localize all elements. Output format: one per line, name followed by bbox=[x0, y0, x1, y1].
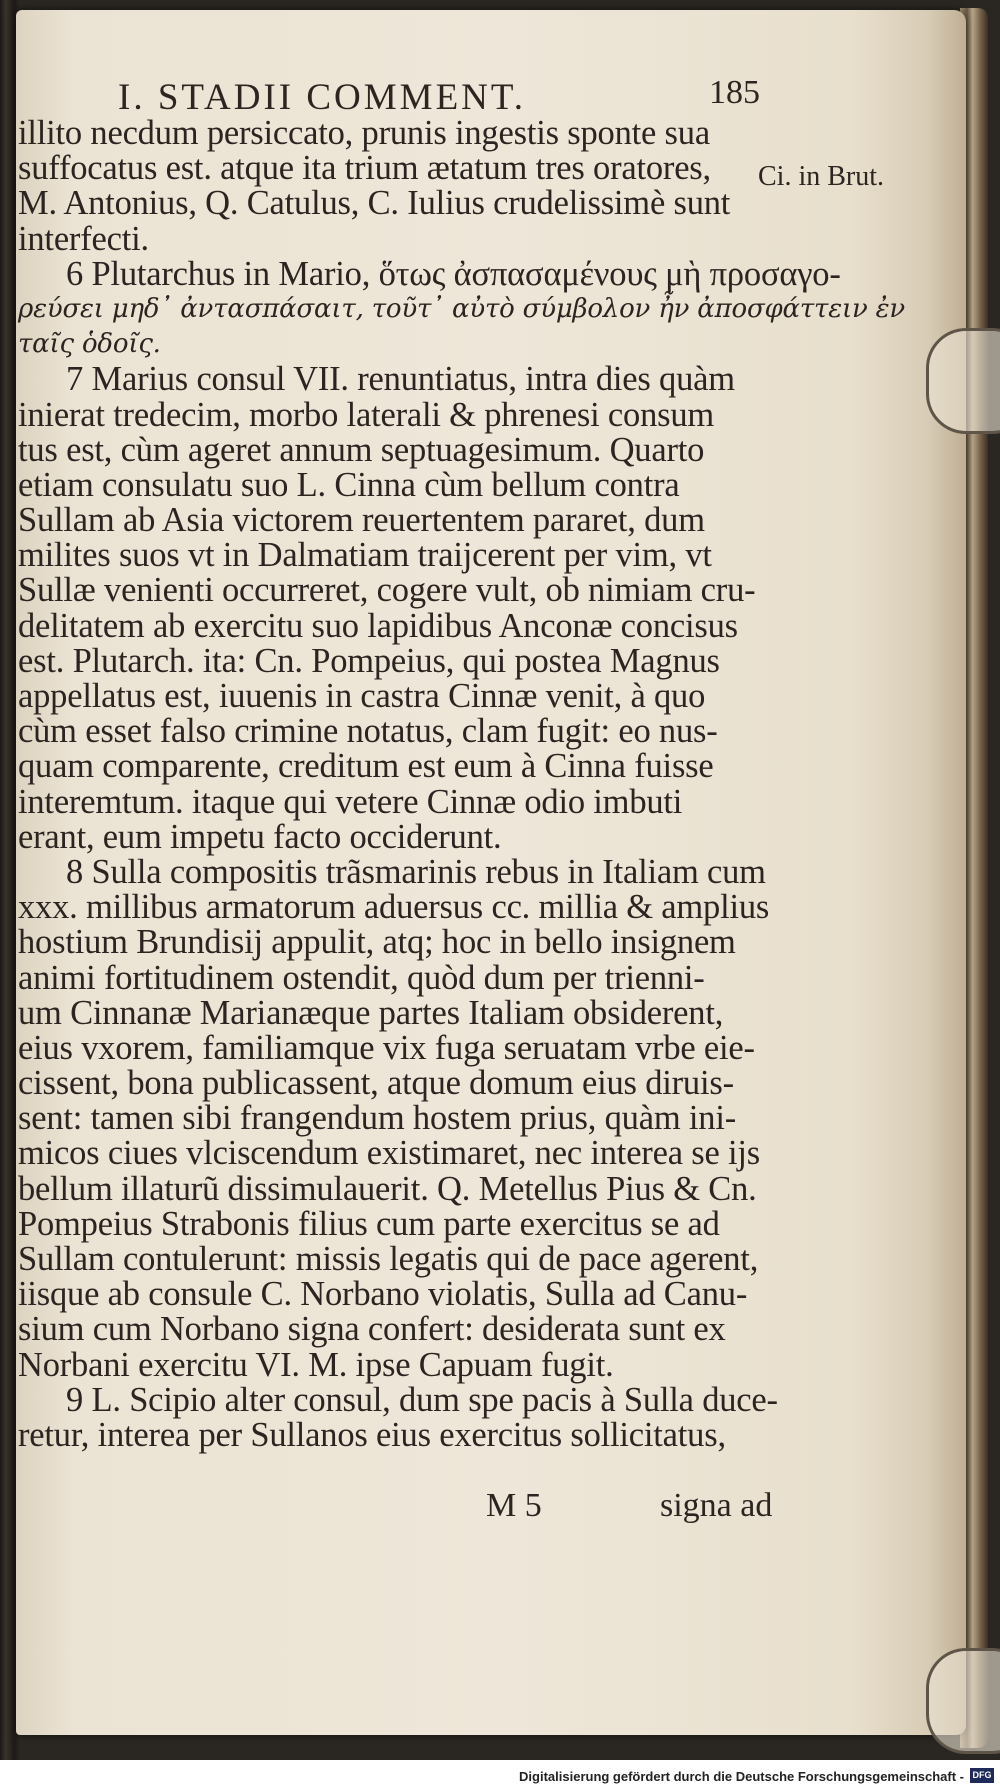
footer-credit: Digitalisierung gefördert durch die Deutsche Forschungsgemeinschaft - bbox=[519, 1769, 964, 1784]
text-line: hostium Brundisij appulit, atq; hoc in bello insignem bbox=[18, 923, 736, 962]
text-line: retur, interea per Sullanos eius exercitus sollicitatus, bbox=[18, 1415, 726, 1454]
text-line: etiam consulatu suo L. Cinna cùm bellum contra bbox=[18, 465, 680, 504]
text-line: animi fortitudinem ostendit, quòd dum per trienni- bbox=[18, 958, 705, 997]
text-line: um Cinnanæ Marianæque partes Italiam obsiderent, bbox=[18, 993, 724, 1032]
running-head bbox=[110, 70, 760, 120]
text-line: illito necdum persiccato, prunis ingestis sponte sua bbox=[18, 114, 710, 152]
text-line: sium cum Norbano signa confert: desiderata sunt ex bbox=[18, 1310, 726, 1349]
footer-bar bbox=[0, 1760, 1000, 1791]
text-line: Sullam ab Asia victorem reuertentem pararet, dum bbox=[18, 501, 705, 540]
text-line: tus est, cùm ageret annum septuagesimum. Quarto bbox=[18, 430, 705, 469]
page-number: 185 bbox=[709, 74, 760, 111]
text-line: eius vxorem, familiamque vix fuga seruatam vrbe eie- bbox=[18, 1028, 755, 1067]
text-line: sent: tamen sibi frangendum hostem prius, quàm ini- bbox=[18, 1099, 737, 1138]
text-line: ταῖς ὁδοῖς. bbox=[18, 329, 161, 360]
dfg-logo: DFG bbox=[970, 1768, 994, 1783]
text-line: erant, eum impetu facto occiderunt. bbox=[18, 817, 502, 856]
text-line: appellatus est, iuuenis in castra Cinnæ venit, à quo bbox=[18, 677, 706, 715]
text-line: M. Antonius, Q. Catulus, C. Iulius crudelissimè sunt bbox=[18, 184, 731, 223]
signature-mark: M 5 bbox=[486, 1487, 542, 1524]
text-line: suffocatus est. atque ita trium ætatum tres oratores, bbox=[18, 149, 711, 188]
text-line: iisque ab consule C. Norbano violatis, Sulla ad Canu- bbox=[18, 1275, 748, 1314]
text-line: Pompeius Strabonis filius cum parte exercitus se ad bbox=[18, 1204, 720, 1243]
text-line: cissent, bona publicassent, atque domum eius diruis- bbox=[18, 1064, 734, 1103]
text-line: 9 L. Scipio alter consul, dum spe pacis à Sulla duce- bbox=[66, 1380, 778, 1419]
text-line: Sullam contulerunt: missis legatis qui de pace agerent, bbox=[18, 1240, 759, 1278]
text-line: xxx. millibus armatorum aduersus cc. millia & amplius bbox=[18, 888, 770, 927]
text-line: milites suos vt in Dalmatiam traijcerent per vim, vt bbox=[18, 536, 712, 575]
text-line: quam comparente, creditum est eum à Cinna fuisse bbox=[18, 747, 714, 786]
text-line: 8 Sulla compositis trãsmarinis rebus in Italiam cum bbox=[66, 852, 766, 891]
catchword: signa ad bbox=[660, 1487, 773, 1524]
text-line: micos ciues vlciscendum existimaret, nec interea se ijs bbox=[18, 1134, 761, 1173]
text-line: 7 Marius consul VII. renuntiatus, intra dies quàm bbox=[66, 360, 735, 399]
text-line: inierat tredecim, morbo laterali & phrenesi consum bbox=[18, 395, 715, 434]
text-line: interfecti. bbox=[18, 219, 149, 258]
text-line: est. Plutarch. ita: Cn. Pompeius, qui postea Magnus bbox=[18, 641, 720, 680]
margin-note: Ci. in Brut. bbox=[758, 161, 885, 192]
folded-tab-top bbox=[926, 328, 1000, 434]
text-line: 6 Plutarchus in Mario, ὅτως ἀσπασαμένους μὴ προσαγο- bbox=[66, 254, 841, 293]
text-line: delitatem ab exercitu suo lapidibus Anconæ concisus bbox=[18, 606, 738, 645]
running-head-title: I. STADII COMMENT. bbox=[118, 77, 526, 118]
text-line: interemtum. itaque qui vetere Cinnæ odio imbuti bbox=[18, 782, 683, 821]
text-line: Sullæ venienti occurreret, cogere vult, ob nimiam cru- bbox=[18, 571, 756, 610]
text-line: Norbani exercitu VI. M. ipse Capuam fugit. bbox=[18, 1345, 614, 1384]
text-line: ρεύσει μηδ᾽ ἀντασπάσαιτ, τοῦτ᾽ αὐτὸ σύμβολον ἦν ἀποσφάττειν ἐν bbox=[18, 293, 905, 324]
text-line: cùm esset falso crimine notatus, clam fugit: eo nus- bbox=[18, 712, 718, 751]
folded-tab-bottom bbox=[926, 1648, 1000, 1754]
text-line: bellum illaturũ dissimulauerit. Q. Metellus Pius & Cn. bbox=[18, 1169, 757, 1208]
